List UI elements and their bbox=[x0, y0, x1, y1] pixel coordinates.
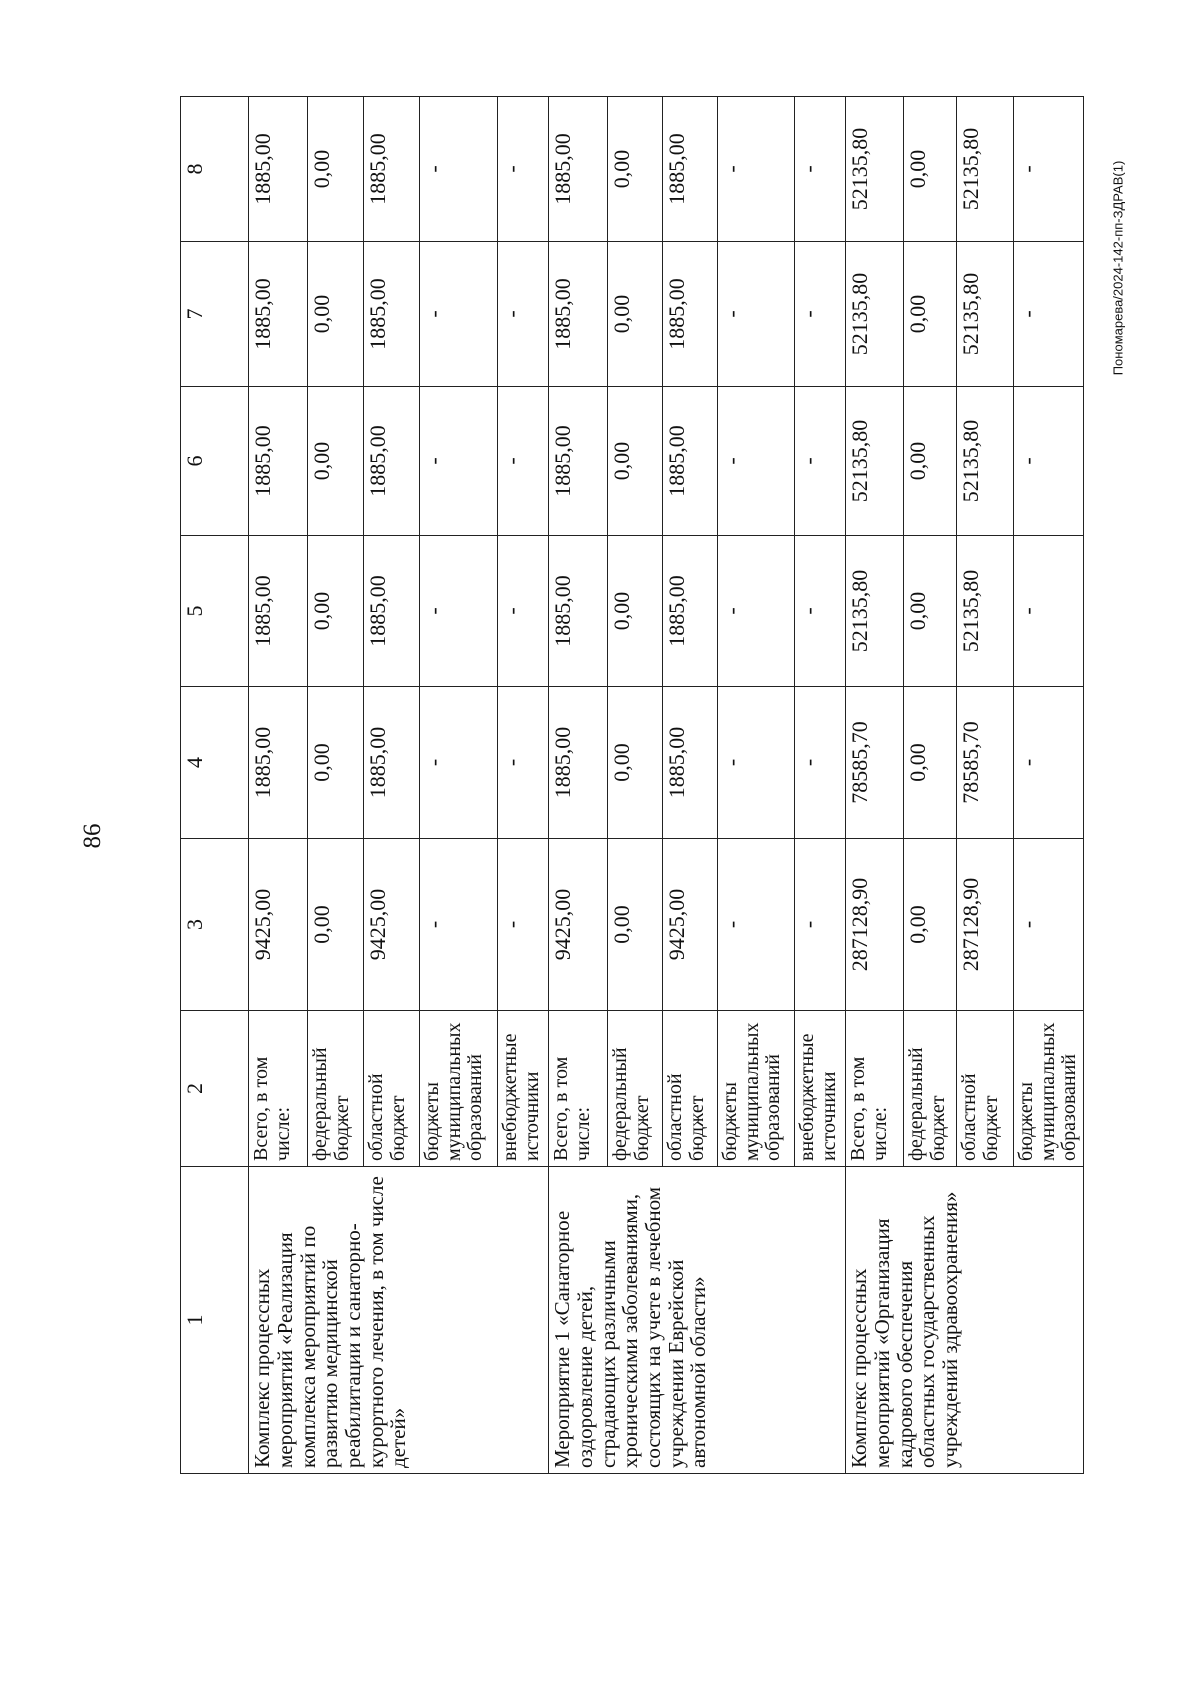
amount-value: 0,00 bbox=[309, 905, 335, 944]
amount-cell bbox=[249, 242, 308, 387]
funding-source: областной бюджет bbox=[364, 1011, 420, 1167]
amount-value: 1885,00 bbox=[664, 133, 690, 205]
funding-source: федеральный бюджет bbox=[608, 1011, 663, 1167]
amount-cell bbox=[795, 536, 846, 687]
amount-cell bbox=[957, 242, 1014, 387]
amount-cell bbox=[498, 839, 549, 1011]
amount-value: 1885,00 bbox=[250, 133, 276, 205]
amount-cell bbox=[957, 839, 1014, 1011]
funding-source: федеральный бюджет bbox=[904, 1011, 957, 1167]
amount-cell bbox=[663, 687, 718, 839]
amount-value: - bbox=[719, 457, 745, 465]
amount-value: 52135,80 bbox=[958, 127, 984, 211]
header-col-8: 8 bbox=[181, 97, 249, 242]
amount-value: 9425,00 bbox=[550, 888, 576, 961]
amount-value: 0,00 bbox=[905, 149, 931, 189]
amount-cell bbox=[249, 387, 308, 536]
amount-value: - bbox=[421, 457, 447, 465]
amount-cell bbox=[795, 97, 846, 242]
amount-value: 0,00 bbox=[309, 149, 335, 189]
funding-source: внебюджетные источники bbox=[795, 1011, 846, 1167]
amount-cell bbox=[608, 839, 663, 1011]
amount-value: 1885,00 bbox=[550, 726, 576, 799]
amount-cell bbox=[957, 687, 1014, 839]
amount-value: 0,00 bbox=[309, 591, 335, 631]
amount-cell bbox=[608, 242, 663, 387]
amount-value: - bbox=[719, 758, 745, 767]
amount-cell bbox=[904, 536, 957, 687]
amount-value: 9425,00 bbox=[365, 888, 391, 961]
amount-value: - bbox=[719, 607, 745, 615]
amount-value: - bbox=[1015, 165, 1041, 173]
amount-cell bbox=[498, 242, 549, 387]
amount-cell bbox=[549, 242, 608, 387]
header-col-5: 5 bbox=[181, 536, 249, 687]
amount-cell bbox=[364, 839, 420, 1011]
amount-cell bbox=[718, 387, 795, 536]
amount-value: - bbox=[1015, 920, 1041, 929]
amount-cell bbox=[846, 839, 904, 1011]
amount-cell bbox=[957, 536, 1014, 687]
amount-value: 1885,00 bbox=[550, 425, 576, 497]
amount-value: 0,00 bbox=[609, 905, 635, 944]
amount-cell bbox=[846, 536, 904, 687]
amount-value: - bbox=[719, 165, 745, 173]
amount-value: 0,00 bbox=[609, 743, 635, 782]
header-col-3: 3 bbox=[181, 839, 249, 1011]
amount-cell bbox=[364, 687, 420, 839]
amount-cell bbox=[718, 97, 795, 242]
amount-value: 52135,80 bbox=[958, 569, 984, 653]
amount-value: 287128,90 bbox=[847, 877, 873, 972]
amount-cell bbox=[308, 536, 364, 687]
funding-source: Всего, в том числе: bbox=[549, 1011, 608, 1167]
amount-cell bbox=[957, 387, 1014, 536]
amount-value: - bbox=[796, 165, 822, 173]
amount-value: 1885,00 bbox=[664, 278, 690, 350]
amount-value: 1885,00 bbox=[365, 726, 391, 799]
amount-value: - bbox=[719, 310, 745, 318]
amount-cell bbox=[1014, 97, 1084, 242]
group-title: Мероприятие 1 «Санаторное оздоровление детей, страдающих различными хроническими заболеваниями, состоящих на учете в лечебном учреждении Еврейской автономной области» bbox=[549, 1167, 846, 1474]
amount-value: 1885,00 bbox=[250, 726, 276, 799]
amount-value: 78585,70 bbox=[847, 721, 873, 804]
amount-cell bbox=[795, 242, 846, 387]
amount-value: - bbox=[719, 920, 745, 929]
amount-cell bbox=[846, 387, 904, 536]
amount-cell bbox=[249, 536, 308, 687]
amount-cell bbox=[364, 97, 420, 242]
amount-cell bbox=[795, 687, 846, 839]
header-row bbox=[181, 97, 249, 1474]
amount-value: 0,00 bbox=[905, 743, 931, 782]
amount-value: - bbox=[421, 758, 447, 767]
amount-cell bbox=[663, 387, 718, 536]
amount-cell bbox=[549, 536, 608, 687]
amount-cell bbox=[663, 242, 718, 387]
amount-value: - bbox=[796, 457, 822, 465]
header-col-7: 7 bbox=[181, 242, 249, 387]
amount-cell bbox=[308, 839, 364, 1011]
amount-value: 52135,80 bbox=[847, 569, 873, 653]
amount-value: 0,00 bbox=[609, 441, 635, 481]
amount-value: 78585,70 bbox=[958, 721, 984, 804]
amount-cell bbox=[663, 536, 718, 687]
amount-value: 9425,00 bbox=[664, 888, 690, 961]
amount-value: 52135,80 bbox=[958, 272, 984, 356]
amount-cell bbox=[795, 387, 846, 536]
amount-value: - bbox=[499, 165, 525, 173]
amount-value: 1885,00 bbox=[250, 278, 276, 350]
header-col-6: 6 bbox=[181, 387, 249, 536]
amount-value: 0,00 bbox=[309, 294, 335, 334]
amount-value: 0,00 bbox=[609, 149, 635, 189]
amount-value: 287128,90 bbox=[958, 877, 984, 972]
funding-source: бюджеты муниципальных образований bbox=[420, 1011, 498, 1167]
table-row bbox=[249, 97, 308, 1474]
amount-cell bbox=[846, 242, 904, 387]
amount-cell bbox=[249, 839, 308, 1011]
amount-cell bbox=[498, 687, 549, 839]
amount-value: - bbox=[796, 310, 822, 318]
amount-value: - bbox=[796, 607, 822, 615]
amount-cell bbox=[420, 839, 498, 1011]
amount-cell bbox=[420, 536, 498, 687]
header-col-2: 2 bbox=[181, 1011, 249, 1167]
amount-cell bbox=[308, 97, 364, 242]
amount-cell bbox=[549, 97, 608, 242]
header-col-1: 1 bbox=[181, 1167, 249, 1474]
amount-value: 0,00 bbox=[905, 441, 931, 481]
amount-cell bbox=[420, 97, 498, 242]
group-title: Комплекс процессных мероприятий «Реализация комплекса мероприятий по развитию медицинской реабилитации и санаторно-курортного лечения, в том числе детей» bbox=[249, 1167, 549, 1474]
amount-value: - bbox=[796, 920, 822, 929]
amount-value: 0,00 bbox=[905, 591, 931, 631]
amount-cell bbox=[718, 687, 795, 839]
amount-cell bbox=[608, 687, 663, 839]
funding-source: Всего, в том числе: bbox=[249, 1011, 308, 1167]
amount-value: 1885,00 bbox=[550, 575, 576, 647]
amount-value: 0,00 bbox=[609, 294, 635, 334]
funding-source: бюджеты муниципальных образований bbox=[1014, 1011, 1084, 1167]
amount-cell bbox=[718, 536, 795, 687]
amount-cell bbox=[904, 687, 957, 839]
amount-cell bbox=[718, 839, 795, 1011]
amount-value: 0,00 bbox=[309, 441, 335, 481]
amount-value: - bbox=[421, 920, 447, 929]
table-body bbox=[181, 97, 1084, 1474]
amount-cell bbox=[1014, 839, 1084, 1011]
amount-value: 52135,80 bbox=[958, 419, 984, 503]
amount-cell bbox=[308, 242, 364, 387]
amount-value: 0,00 bbox=[609, 591, 635, 631]
page-number: 86 bbox=[79, 823, 106, 849]
amount-value: 1885,00 bbox=[365, 425, 391, 497]
amount-value: - bbox=[1015, 310, 1041, 318]
table-row bbox=[846, 97, 904, 1474]
amount-value: 1885,00 bbox=[550, 133, 576, 205]
amount-cell bbox=[308, 687, 364, 839]
amount-cell bbox=[549, 687, 608, 839]
amount-value: 1885,00 bbox=[664, 425, 690, 497]
amount-value: - bbox=[499, 758, 525, 767]
amount-cell bbox=[608, 536, 663, 687]
amount-cell bbox=[498, 97, 549, 242]
amount-cell bbox=[498, 387, 549, 536]
amount-value: - bbox=[421, 310, 447, 318]
amount-value: - bbox=[499, 457, 525, 465]
amount-cell bbox=[1014, 242, 1084, 387]
amount-value: 0,00 bbox=[905, 294, 931, 334]
amount-cell bbox=[904, 839, 957, 1011]
amount-cell bbox=[420, 387, 498, 536]
funding-source: областной бюджет bbox=[957, 1011, 1014, 1167]
amount-value: 9425,00 bbox=[250, 888, 276, 961]
amount-cell bbox=[846, 97, 904, 242]
header-col-4: 4 bbox=[181, 687, 249, 839]
amount-cell bbox=[1014, 536, 1084, 687]
amount-cell bbox=[663, 97, 718, 242]
group-title: Комплекс процессных мероприятий «Организация кадрового обеспечения областных государственных учреждений здравоохранения» bbox=[846, 1167, 1084, 1474]
amount-cell bbox=[364, 242, 420, 387]
amount-cell bbox=[957, 97, 1014, 242]
amount-cell bbox=[608, 97, 663, 242]
amount-value: - bbox=[1015, 457, 1041, 465]
amount-cell bbox=[308, 387, 364, 536]
budget-table-rotated bbox=[180, 97, 1084, 1474]
amount-value: - bbox=[499, 607, 525, 615]
amount-value: - bbox=[1015, 758, 1041, 767]
amount-value: 1885,00 bbox=[664, 575, 690, 647]
amount-value: 52135,80 bbox=[847, 272, 873, 356]
amount-value: - bbox=[499, 920, 525, 929]
amount-value: - bbox=[796, 758, 822, 767]
amount-cell bbox=[249, 97, 308, 242]
amount-value: 52135,80 bbox=[847, 419, 873, 503]
amount-cell bbox=[846, 687, 904, 839]
funding-source: бюджеты муниципальных образований bbox=[718, 1011, 795, 1167]
amount-cell bbox=[904, 242, 957, 387]
amount-value: - bbox=[421, 165, 447, 173]
amount-value: - bbox=[421, 607, 447, 615]
amount-value: 1885,00 bbox=[664, 726, 690, 799]
amount-value: 0,00 bbox=[309, 743, 335, 782]
amount-cell bbox=[420, 687, 498, 839]
amount-cell bbox=[904, 387, 957, 536]
amount-cell bbox=[718, 242, 795, 387]
funding-source: Всего, в том числе: bbox=[846, 1011, 904, 1167]
funding-source: федеральный бюджет bbox=[308, 1011, 364, 1167]
amount-value: 1885,00 bbox=[365, 575, 391, 647]
amount-value: - bbox=[499, 310, 525, 318]
amount-value: 1885,00 bbox=[550, 278, 576, 350]
funding-source: областной бюджет bbox=[663, 1011, 718, 1167]
amount-value: 1885,00 bbox=[365, 278, 391, 350]
amount-cell bbox=[608, 387, 663, 536]
amount-cell bbox=[663, 839, 718, 1011]
amount-cell bbox=[549, 387, 608, 536]
amount-cell bbox=[364, 387, 420, 536]
document-code: Пономарева/2024-142-пп-ЗДРАВ(1) bbox=[1110, 160, 1126, 376]
amount-cell bbox=[498, 536, 549, 687]
amount-value: 1885,00 bbox=[250, 575, 276, 647]
amount-cell bbox=[1014, 387, 1084, 536]
amount-cell bbox=[904, 97, 957, 242]
funding-source: внебюджетные источники bbox=[498, 1011, 549, 1167]
amount-value: - bbox=[1015, 607, 1041, 615]
amount-value: 52135,80 bbox=[847, 127, 873, 211]
amount-value: 0,00 bbox=[905, 905, 931, 944]
amount-cell bbox=[249, 687, 308, 839]
amount-cell bbox=[795, 839, 846, 1011]
amount-value: 1885,00 bbox=[365, 133, 391, 205]
table-row bbox=[549, 97, 608, 1474]
amount-cell bbox=[1014, 687, 1084, 839]
budget-table bbox=[180, 96, 1084, 1474]
amount-value: 1885,00 bbox=[250, 425, 276, 497]
amount-cell bbox=[364, 536, 420, 687]
amount-cell bbox=[549, 839, 608, 1011]
amount-cell bbox=[420, 242, 498, 387]
